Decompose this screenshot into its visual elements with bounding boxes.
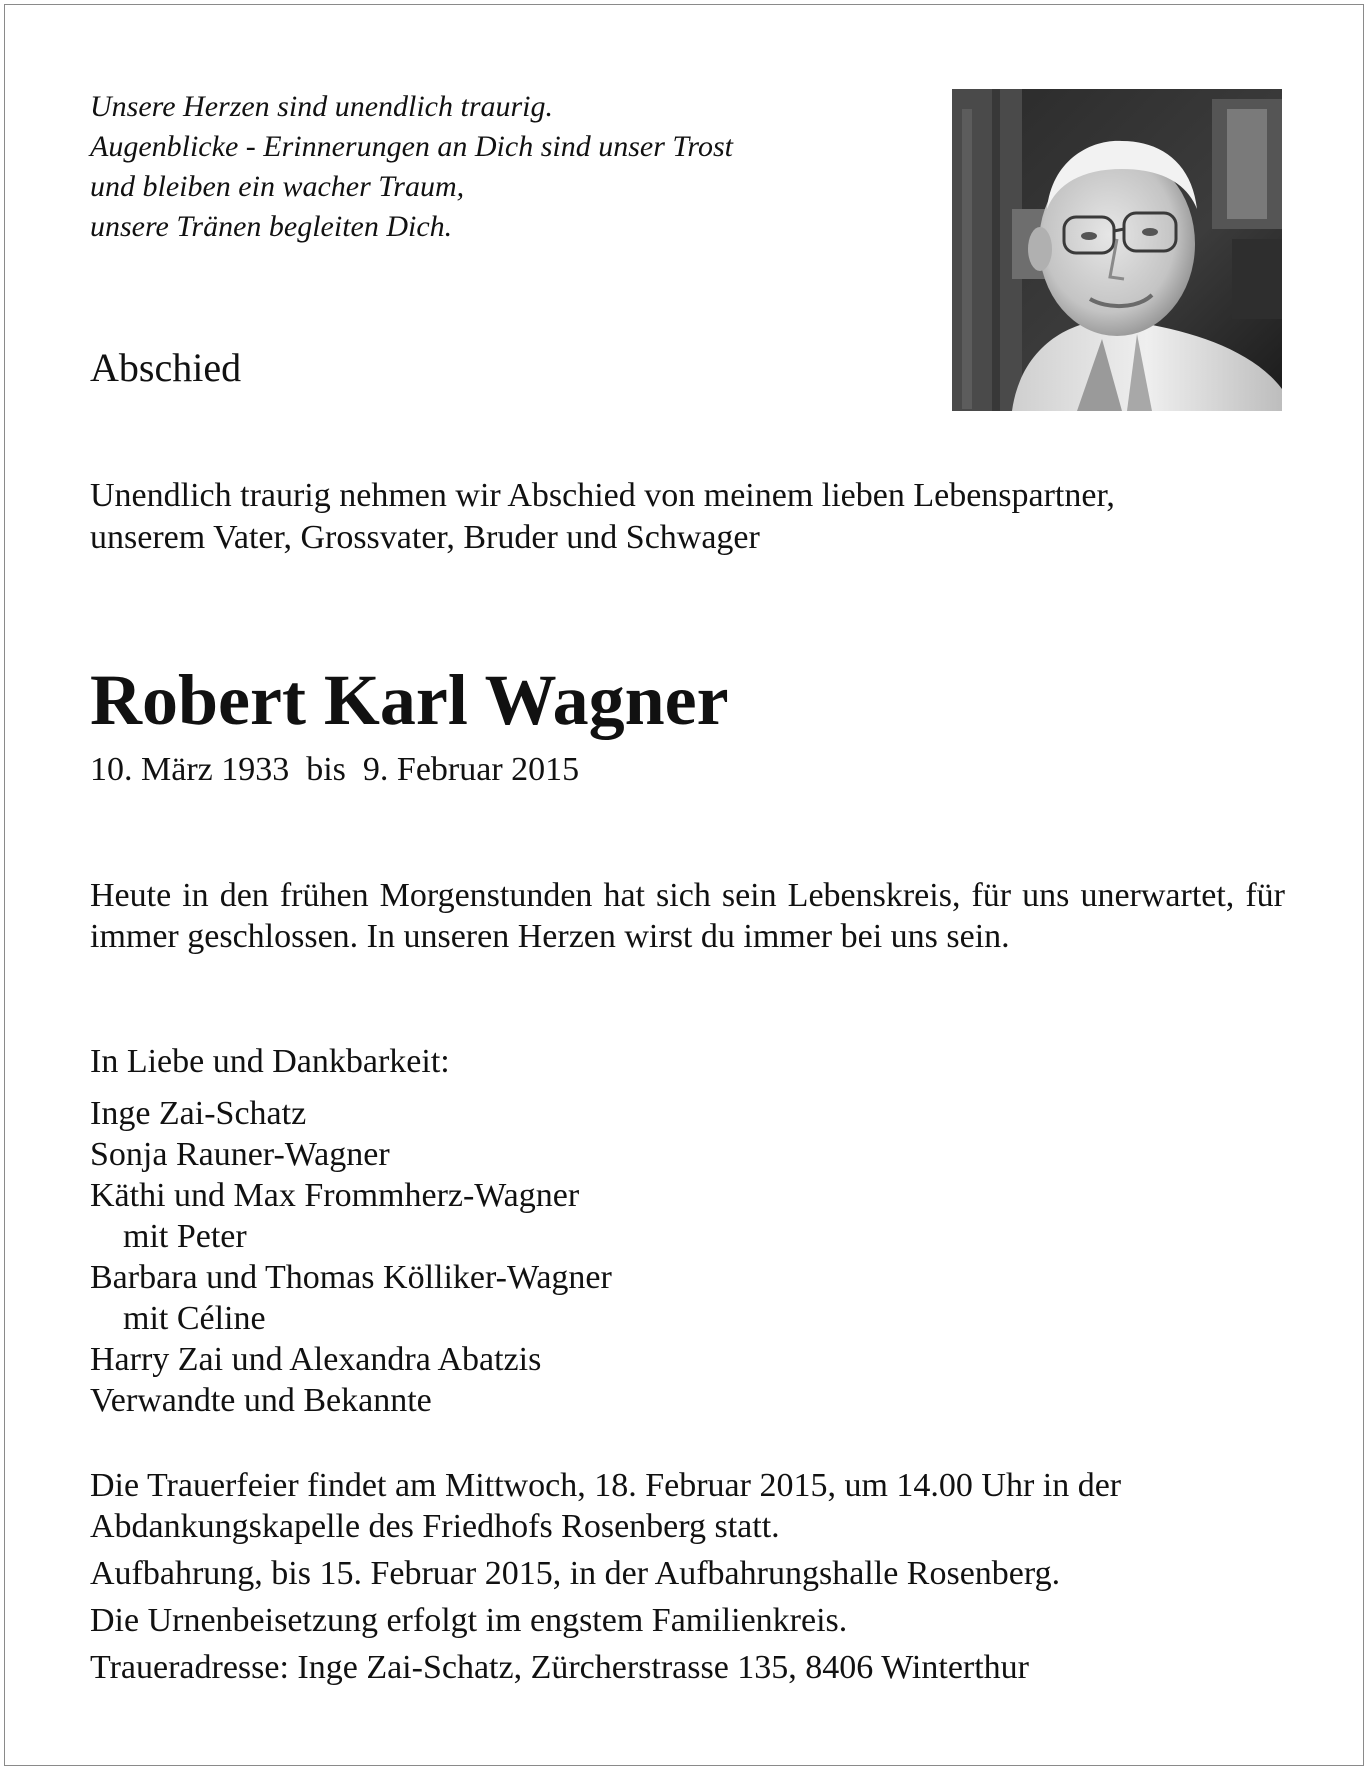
signer-name: Verwandte und Bekannte: [90, 1382, 432, 1419]
deceased-name: Robert Karl Wagner: [90, 660, 729, 740]
life-dates: 10. März 1933 bis 9. Februar 2015: [90, 751, 580, 788]
memorial-message: Heute in den frühen Morgenstunden hat sich sein Lebenskreis, für uns unerwartet, für immer geschlossen. In unseren Herzen wirst du immer bei uns sein.: [90, 877, 1285, 955]
signer-name: Barbara und Thomas Kölliker-Wagner: [90, 1259, 612, 1296]
viewing-info: Aufbahrung, bis 15. Februar 2015, in der Aufbahrungshalle Rosenberg.: [90, 1555, 1061, 1592]
thanks-label: In Liebe und Dankbarkeit:: [90, 1043, 450, 1080]
poem-line: Augenblicke - Erinnerungen an Dich sind unser Trost: [90, 130, 733, 163]
portrait-photo: [952, 89, 1282, 411]
signer-name: Käthi und Max Frommherz-Wagner: [90, 1177, 580, 1214]
intro-line: unserem Vater, Grossvater, Bruder und Schwager: [90, 519, 760, 556]
obituary-page: [4, 4, 1364, 1766]
ceremony-info: [90, 1465, 1285, 1547]
ceremony-line: Die Trauerfeier findet am Mittwoch, 18. Februar 2015, um 14.00 Uhr in der: [90, 1467, 1122, 1504]
signer-name: mit Peter: [123, 1218, 247, 1255]
signer-name: mit Céline: [123, 1300, 266, 1337]
signer-name: Sonja Rauner-Wagner: [90, 1136, 390, 1173]
mourning-address: Traueradresse: Inge Zai-Schatz, Zürcherstrasse 135, 8406 Winterthur: [90, 1649, 1030, 1686]
signer-name: Inge Zai-Schatz: [90, 1095, 307, 1132]
farewell-heading: Abschied: [90, 345, 242, 390]
poem-line: und bleiben ein wacher Traum,: [90, 170, 465, 203]
ceremony-line: Abdankungskapelle des Friedhofs Rosenberg statt.: [90, 1508, 780, 1545]
memorial-poem: [90, 87, 910, 247]
poem-line: unsere Tränen begleiten Dich.: [90, 210, 453, 243]
service-info: [90, 1465, 1285, 1694]
burial-info: Die Urnenbeisetzung erfolgt im engstem Familienkreis.: [90, 1602, 848, 1639]
intro-text: [90, 475, 1285, 559]
signer-name: Harry Zai und Alexandra Abatzis: [90, 1341, 542, 1378]
intro-line: Unendlich traurig nehmen wir Abschied von meinem lieben Lebenspartner,: [90, 477, 1115, 514]
signers-list: [90, 1093, 612, 1421]
poem-line: Unsere Herzen sind unendlich traurig.: [90, 90, 554, 123]
portrait-image: [952, 89, 1282, 411]
